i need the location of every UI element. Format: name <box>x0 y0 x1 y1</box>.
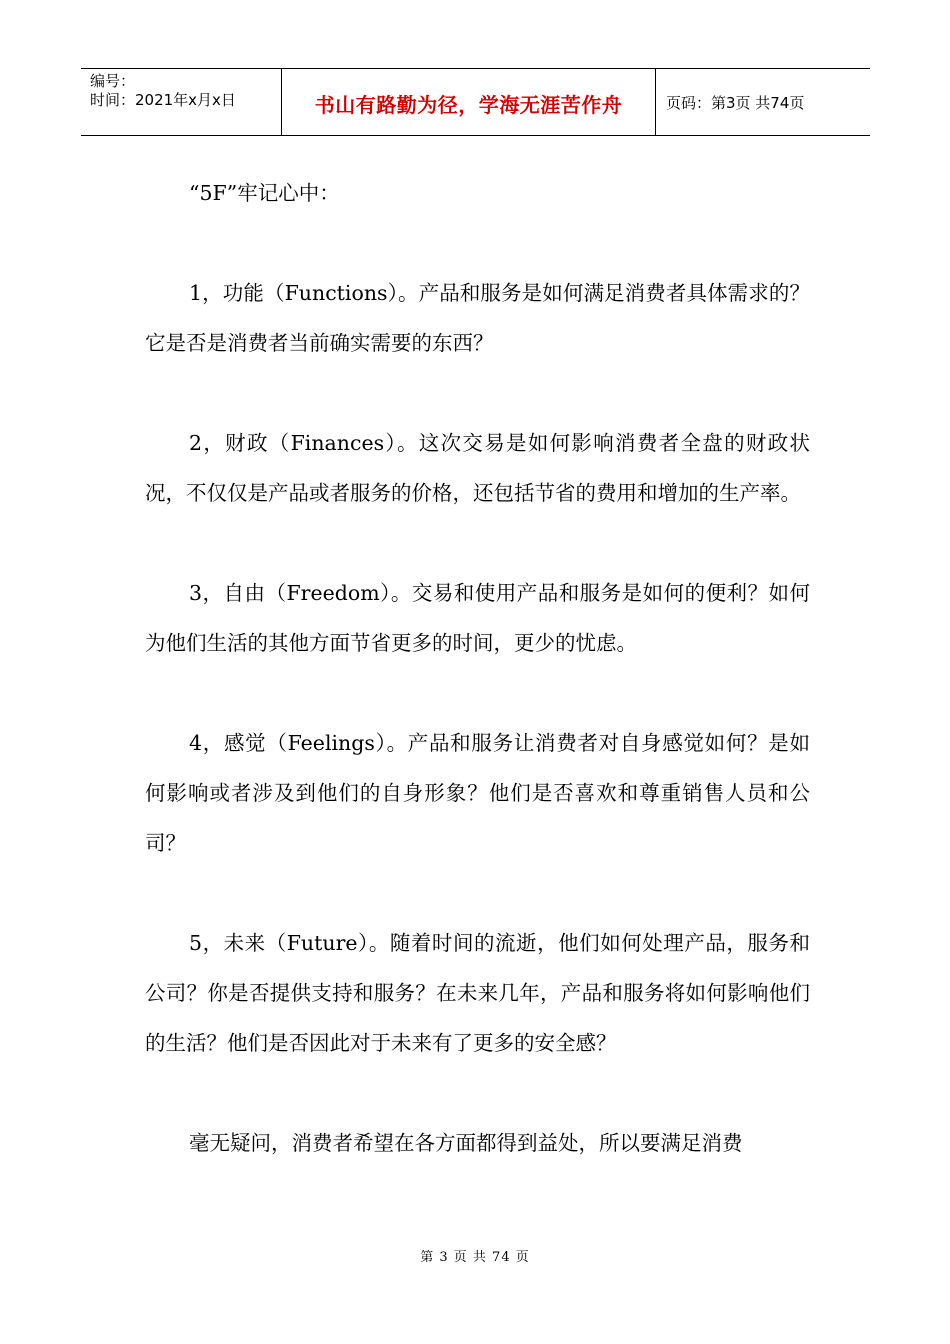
item-finances-paragraph: 2，财政（Finances）。这次交易是如何影响消费者全盘的财政状况，不仅仅是产品或者服务的价格，还包括节省的费用和增加的生产率。 <box>145 431 810 505</box>
closing-paragraph: 毫无疑问，消费者希望在各方面都得到益处，所以要满足消费 <box>189 1131 743 1155</box>
header-page-info-cell <box>656 69 870 135</box>
document-date: 时间：2021年x月x日 <box>90 91 236 109</box>
document-number-label: 编号： <box>90 72 136 90</box>
page-footer <box>0 1246 950 1265</box>
header-motto: 书山有路勤为径，学海无涯苦作舟 <box>314 92 623 117</box>
header-motto-cell <box>282 69 656 135</box>
item-freedom-paragraph: 3，自由（Freedom）。交易和使用产品和服务是如何的便利？如何为他们生活的其他方面节省更多的时间，更少的忧虑。 <box>145 581 810 655</box>
intro-paragraph: “5F”牢记心中： <box>189 181 340 205</box>
document-body <box>145 168 810 1168</box>
item-feelings-paragraph: 4，感觉（Feelings）。产品和服务让消费者对自身感觉如何？是如何影响或者涉及到他们的自身形象？他们是否喜欢和尊重销售人员和公司？ <box>145 731 810 855</box>
item-future-paragraph: 5，未来（Future）。随着时间的流逝，他们如何处理产品，服务和公司？你是否提供支持和服务？在未来几年，产品和服务将如何影响他们的生活？他们是否因此对于未来有了更多的安全感？ <box>145 931 810 1055</box>
page-header <box>81 68 870 136</box>
item-functions-paragraph: 1，功能（Functions）。产品和服务是如何满足消费者具体需求的？它是否是消费者当前确实需要的东西？ <box>145 281 810 355</box>
header-page-info: 页码：第3页 共74页 <box>666 93 805 112</box>
footer-page-number: 第 3 页 共 74 页 <box>420 1250 530 1265</box>
header-meta <box>81 69 282 135</box>
